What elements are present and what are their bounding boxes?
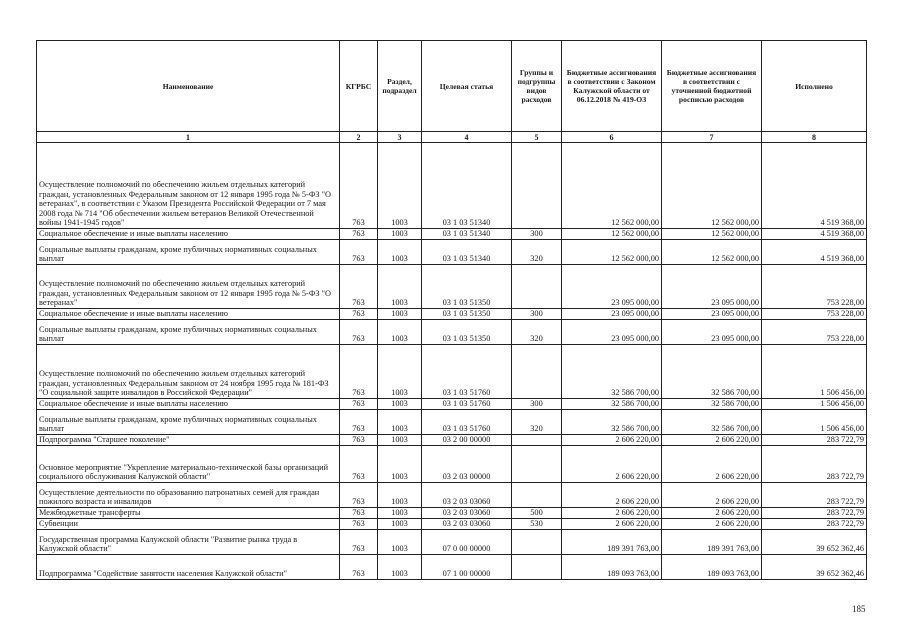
row-section: 1003 — [378, 410, 422, 435]
row-section: 1003 — [378, 229, 422, 240]
row-target-article: 03 1 03 51340 — [422, 240, 512, 265]
table-row — [37, 265, 867, 309]
row-refined-amount: 32 586 700,00 — [662, 410, 762, 435]
row-name: Осуществление полномочий по обеспечению жильем отдельных категорий граждан, установленных Федеральным законом от 24 ноября 1995 года № 181-ФЗ "О социальной защите инвалидов в Российской Федерации" — [37, 345, 340, 399]
row-executed-amount: 1 506 456,00 — [762, 410, 867, 435]
row-executed-amount: 39 652 362,46 — [762, 555, 867, 580]
row-kgrbs: 763 — [340, 265, 378, 309]
row-kgrbs: 763 — [340, 229, 378, 240]
row-target-article: 03 2 03 03060 — [422, 508, 512, 519]
header-refined-allocations: Бюджетные ассигнования в соответствии с уточненной бюджетной росписью расходов — [662, 41, 762, 132]
row-section: 1003 — [378, 519, 422, 530]
row-refined-amount: 32 586 700,00 — [662, 345, 762, 399]
row-expense-group — [512, 530, 562, 555]
row-law-amount: 32 586 700,00 — [562, 399, 662, 410]
row-refined-amount: 32 586 700,00 — [662, 399, 762, 410]
col-number: 4 — [422, 132, 512, 143]
row-refined-amount: 2 606 220,00 — [662, 508, 762, 519]
row-section: 1003 — [378, 435, 422, 446]
row-kgrbs: 763 — [340, 399, 378, 410]
table-row — [37, 555, 867, 580]
row-law-amount: 23 095 000,00 — [562, 320, 662, 345]
row-refined-amount: 23 095 000,00 — [662, 309, 762, 320]
row-target-article: 03 1 03 51350 — [422, 320, 512, 345]
row-executed-amount: 753 228,00 — [762, 309, 867, 320]
col-number: 7 — [662, 132, 762, 143]
table-row — [37, 143, 867, 229]
header-row — [37, 41, 867, 132]
row-name: Социальные выплаты гражданам, кроме публичных нормативных социальных выплат — [37, 410, 340, 435]
row-expense-group — [512, 435, 562, 446]
row-target-article: 03 1 03 51340 — [422, 143, 512, 229]
row-executed-amount: 283 722,79 — [762, 446, 867, 483]
row-executed-amount: 283 722,79 — [762, 508, 867, 519]
row-kgrbs: 763 — [340, 143, 378, 229]
row-expense-group — [512, 483, 562, 508]
table-row — [37, 508, 867, 519]
col-number: 5 — [512, 132, 562, 143]
header-name: Наименование — [37, 41, 340, 132]
row-refined-amount: 2 606 220,00 — [662, 483, 762, 508]
row-executed-amount: 4 519 368,00 — [762, 229, 867, 240]
header-kgrbs: КГРБС — [340, 41, 378, 132]
row-kgrbs: 763 — [340, 309, 378, 320]
row-law-amount: 2 606 220,00 — [562, 519, 662, 530]
row-executed-amount: 4 519 368,00 — [762, 240, 867, 265]
table-row — [37, 345, 867, 399]
row-expense-group: 320 — [512, 240, 562, 265]
row-section: 1003 — [378, 508, 422, 519]
row-target-article: 03 1 03 51760 — [422, 410, 512, 435]
row-target-article: 07 1 00 00000 — [422, 555, 512, 580]
row-name: Государственная программа Калужской области "Развитие рынка труда в Калужской области" — [37, 530, 340, 555]
row-expense-group: 320 — [512, 320, 562, 345]
column-number-row — [37, 132, 867, 143]
table-body — [37, 143, 867, 580]
row-name: Подпрограмма "Содействие занятости населения Калужской области" — [37, 555, 340, 580]
row-expense-group: 530 — [512, 519, 562, 530]
row-law-amount: 2 606 220,00 — [562, 435, 662, 446]
row-name: Межбюджетные трансферты — [37, 508, 340, 519]
row-expense-group: 300 — [512, 309, 562, 320]
row-kgrbs: 763 — [340, 435, 378, 446]
row-executed-amount: 283 722,79 — [762, 435, 867, 446]
row-executed-amount: 1 506 456,00 — [762, 345, 867, 399]
row-expense-group: 320 — [512, 410, 562, 435]
row-executed-amount: 753 228,00 — [762, 320, 867, 345]
row-law-amount: 2 606 220,00 — [562, 446, 662, 483]
row-name: Осуществление деятельности по образованию патронатных семей для граждан пожилого возраста и инвалидов — [37, 483, 340, 508]
row-kgrbs: 763 — [340, 410, 378, 435]
row-law-amount: 23 095 000,00 — [562, 265, 662, 309]
header-executed: Исполнено — [762, 41, 867, 132]
table-row — [37, 530, 867, 555]
row-law-amount: 189 391 763,00 — [562, 530, 662, 555]
row-target-article: 03 2 03 03060 — [422, 483, 512, 508]
row-kgrbs: 763 — [340, 446, 378, 483]
table-row — [37, 240, 867, 265]
row-target-article: 03 1 03 51350 — [422, 309, 512, 320]
row-law-amount: 2 606 220,00 — [562, 483, 662, 508]
row-name: Социальные выплаты гражданам, кроме публичных нормативных социальных выплат — [37, 240, 340, 265]
row-section: 1003 — [378, 240, 422, 265]
row-section: 1003 — [378, 309, 422, 320]
table-row — [37, 399, 867, 410]
row-name: Осуществление полномочий по обеспечению жильем отдельных категорий граждан, установленных Федеральным законом от 12 января 1995 года № 5-ФЗ "О ветеранах", в соответствии с Указом Президента Российской Федерации от 7 мая 2008 года № 714 "Об обеспечении жильем ветеранов Великой Отечественной войны 1941-1945 годов" — [37, 143, 340, 229]
row-law-amount: 12 562 000,00 — [562, 229, 662, 240]
table-row — [37, 519, 867, 530]
row-section: 1003 — [378, 446, 422, 483]
table-row — [37, 320, 867, 345]
row-section: 1003 — [378, 345, 422, 399]
row-executed-amount: 283 722,79 — [762, 519, 867, 530]
row-refined-amount: 23 095 000,00 — [662, 320, 762, 345]
row-name: Социальное обеспечение и иные выплаты населению — [37, 309, 340, 320]
row-refined-amount: 12 562 000,00 — [662, 143, 762, 229]
row-refined-amount: 2 606 220,00 — [662, 435, 762, 446]
row-name: Осуществление полномочий по обеспечению жильем отдельных категорий граждан, установленных Федеральным законом от 12 января 1995 года № 5-ФЗ "О ветеранах" — [37, 265, 340, 309]
table-row — [37, 435, 867, 446]
row-expense-group — [512, 143, 562, 229]
col-number: 8 — [762, 132, 867, 143]
col-number: 2 — [340, 132, 378, 143]
row-refined-amount: 189 093 763,00 — [662, 555, 762, 580]
row-section: 1003 — [378, 320, 422, 345]
row-law-amount: 32 586 700,00 — [562, 410, 662, 435]
row-name: Основное мероприятие "Укрепление материально-технической базы организаций социального обслуживания Калужской области" — [37, 446, 340, 483]
table-row — [37, 309, 867, 320]
header-target-article: Целевая статья — [422, 41, 512, 132]
col-number: 6 — [562, 132, 662, 143]
row-target-article: 03 1 03 51760 — [422, 399, 512, 410]
budget-table-page — [36, 40, 866, 580]
row-name: Социальное обеспечение и иные выплаты населению — [37, 229, 340, 240]
row-kgrbs: 763 — [340, 483, 378, 508]
header-law-allocations: Бюджетные ассигнования в соответствии с Законом Калужской области от 06.12.2018 № 419-ОЗ — [562, 41, 662, 132]
row-law-amount: 2 606 220,00 — [562, 508, 662, 519]
row-target-article: 03 1 03 51340 — [422, 229, 512, 240]
table-row — [37, 483, 867, 508]
row-expense-group — [512, 265, 562, 309]
table-row — [37, 446, 867, 483]
row-target-article: 03 1 03 51350 — [422, 265, 512, 309]
row-target-article: 03 2 00 00000 — [422, 435, 512, 446]
row-law-amount: 12 562 000,00 — [562, 143, 662, 229]
row-target-article: 03 2 03 03060 — [422, 519, 512, 530]
row-name: Подпрограмма "Старшее поколение" — [37, 435, 340, 446]
row-target-article: 03 2 03 00000 — [422, 446, 512, 483]
row-expense-group — [512, 446, 562, 483]
row-expense-group: 500 — [512, 508, 562, 519]
header-section: Раздел, подраздел — [378, 41, 422, 132]
row-refined-amount: 12 562 000,00 — [662, 229, 762, 240]
page-number: 185 — [852, 604, 866, 614]
row-executed-amount: 39 652 362,46 — [762, 530, 867, 555]
row-law-amount: 189 093 763,00 — [562, 555, 662, 580]
row-kgrbs: 763 — [340, 345, 378, 399]
row-expense-group: 300 — [512, 399, 562, 410]
row-expense-group: 300 — [512, 229, 562, 240]
row-expense-group — [512, 555, 562, 580]
row-refined-amount: 12 562 000,00 — [662, 240, 762, 265]
row-law-amount: 23 095 000,00 — [562, 309, 662, 320]
row-law-amount: 12 562 000,00 — [562, 240, 662, 265]
row-section: 1003 — [378, 143, 422, 229]
row-section: 1003 — [378, 399, 422, 410]
row-kgrbs: 763 — [340, 555, 378, 580]
row-target-article: 03 1 03 51760 — [422, 345, 512, 399]
row-executed-amount: 283 722,79 — [762, 483, 867, 508]
header-expense-groups: Группы и подгруппы видов расходов — [512, 41, 562, 132]
row-expense-group — [512, 345, 562, 399]
row-section: 1003 — [378, 265, 422, 309]
table-row — [37, 229, 867, 240]
table-row — [37, 410, 867, 435]
row-law-amount: 32 586 700,00 — [562, 345, 662, 399]
row-refined-amount: 2 606 220,00 — [662, 519, 762, 530]
budget-table — [36, 40, 867, 580]
row-kgrbs: 763 — [340, 320, 378, 345]
row-executed-amount: 1 506 456,00 — [762, 399, 867, 410]
row-refined-amount: 23 095 000,00 — [662, 265, 762, 309]
row-kgrbs: 763 — [340, 530, 378, 555]
row-section: 1003 — [378, 483, 422, 508]
row-refined-amount: 189 391 763,00 — [662, 530, 762, 555]
row-section: 1003 — [378, 555, 422, 580]
row-section: 1003 — [378, 530, 422, 555]
row-kgrbs: 763 — [340, 240, 378, 265]
row-kgrbs: 763 — [340, 508, 378, 519]
col-number: 3 — [378, 132, 422, 143]
row-name: Социальное обеспечение и иные выплаты населению — [37, 399, 340, 410]
row-kgrbs: 763 — [340, 519, 378, 530]
col-number: 1 — [37, 132, 340, 143]
row-executed-amount: 753 228,00 — [762, 265, 867, 309]
row-name: Социальные выплаты гражданам, кроме публичных нормативных социальных выплат — [37, 320, 340, 345]
row-refined-amount: 2 606 220,00 — [662, 446, 762, 483]
row-target-article: 07 0 00 00000 — [422, 530, 512, 555]
row-name: Субвенции — [37, 519, 340, 530]
row-executed-amount: 4 519 368,00 — [762, 143, 867, 229]
